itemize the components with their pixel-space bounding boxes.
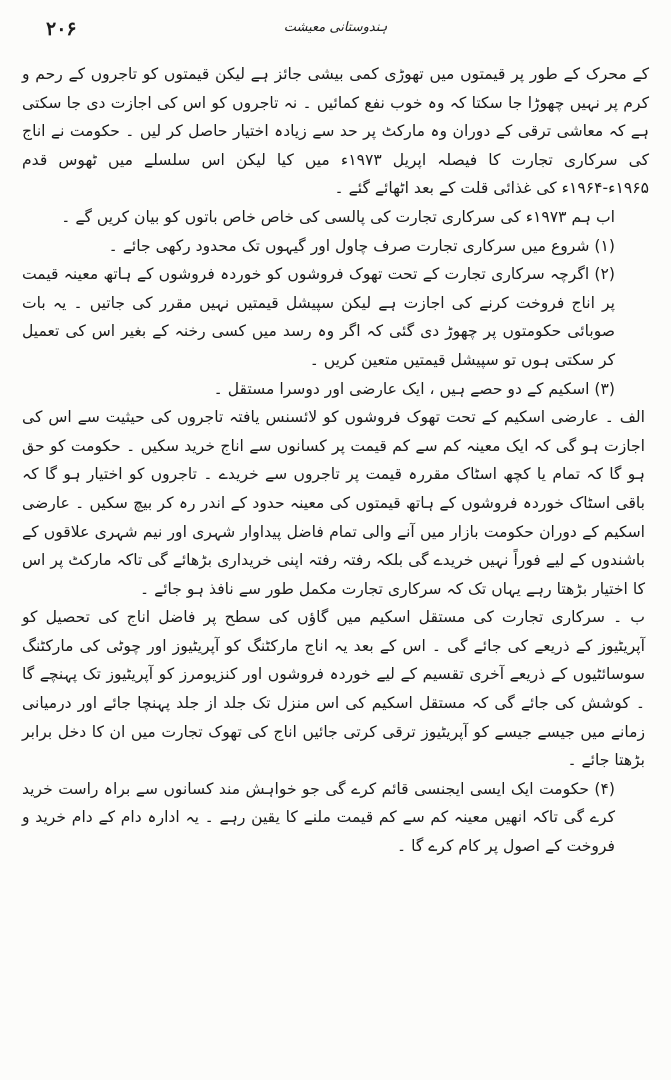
page-header [18, 14, 653, 44]
body-text [22, 60, 649, 861]
paragraph-point-2: (۲) اگرچہ سرکاری تجارت کے تحت تھوک فروشوں کو خوردہ فروشوں کے ہاتھ معینہ قیمت پر اناج فروخت کرنے کی اجازت ہے لیکن سپیشل قیمتیں نہیں مقرر کی جاتیں ۔ یہ بات صوبائی حکومتوں پر چھوڑ دی گئی کہ اگر وہ رسد میں کسی رخنہ کے بغیر اس کی تعمیل کر سکتی ہوں تو سپیشل قیمتیں متعین کریں ۔ [22, 265, 615, 369]
paragraph-intro: کے محرک کے طور پر قیمتوں میں تھوڑی کمی بیشی جائز ہے لیکن قیمتوں کو تاجروں کے رحم و کرم پر نہیں چھوڑا جا سکتا کہ وہ خوب نفع کمائیں ۔ نہ تاجروں کو اس کی اجازت دی جا سکتی ہے کہ معاشی ترقی کے دوران وہ مارکٹ پر حد سے زیادہ اختیار حاصل کر لیں ۔ حکومت نے اناج کی سرکاری تجارت کا فیصلہ اپریل ۱۹۷۳ء میں کیا لیکن اس سلسلے میں ٹھوس قدم ۱۹۶۵ء-۱۹۶۴ء کی غذائی قلت کے بعد اٹھائے گئے ۔ [22, 65, 649, 198]
page-number: ۲۰۶ [46, 18, 77, 40]
paragraph-point-4: (۴) حکومت ایک ایسی ایجنسی قائم کرے گی جو خواہش مند کسانوں سے براہ راست خرید کرے گی تاکہ انھیں معینہ کم سے کم قیمت ملنے کا یقین رہے ۔ یہ ادارہ دام کے دام خرید و فروخت کے اصول پر کام کرے گا ۔ [22, 779, 615, 856]
paragraph-policy-lead: اب ہم ۱۹۷۳ء کی سرکاری تجارت کی پالسی کی خاص خاص باتوں کو بیان کریں گے ۔ [61, 207, 615, 226]
running-title: ہندوستانی معیشت [283, 20, 388, 35]
paragraph-alif-temporary-scheme: الف ۔ عارضی اسکیم کے تحت تھوک فروشوں کو لائسنس یافتہ تاجروں کی حیثیت سے اس کی اجازت ہو گی کہ ایک معینہ کم سے کم قیمت پر کسانوں سے اناج خرید سکیں ۔ حکومت کو حق ہو گا کہ تمام یا کچھ اسٹاک مقررہ قیمت پر تاجروں سے خریدے ۔ تاجروں کو اختیار ہو گا کہ باقی اسٹاک خوردہ فروشوں کے ہاتھ قیمتوں کی معینہ حدود کے اندر رہ کر بیچ سکیں ۔ عارضی اسکیم کے دوران حکومت بازار میں آنے والی تمام فاضل پیداوار شہری اور نیم شہری علاقوں کے باشندوں کے لیے فوراً نہیں خریدے گی بلکہ رفتہ رفتہ اپنی خریداری بڑھائے گی تاکہ مارکٹ پر اس کا اختیار بڑھتا رہے یہاں تک کہ سرکاری تجارت مکمل طور سے نافذ ہو جائے ۔ [22, 408, 645, 598]
paragraph-point-3: (۳) اسکیم کے دو حصے ہیں ، ایک عارضی اور دوسرا مستقل ۔ [213, 379, 615, 398]
paragraph-point-1: (۱) شروع میں سرکاری تجارت صرف چاول اور گیہوں تک محدود رکھی جائے ۔ [108, 236, 615, 255]
paragraph-be-permanent-scheme: ب ۔ سرکاری تجارت کی مستقل اسکیم میں گاؤں کی سطح پر فاضل اناج کی تحصیل کو آپریٹیوز کے ذریعے کی جائے گی ۔ اس کے بعد یہ اناج مارکٹنگ کو آپریٹیوز اور چوٹی کی مارکٹنگ سوسائٹیوں کے ذریعے آخری تقسیم کے لیے خوردہ فروشوں اور کنزیومرز کو آپریٹیوز تک پہنچے گا ۔ کوشش کی جائے گی کہ مستقل اسکیم کی اس منزل تک جلد از جلد پہنچا جائے اور درمیانی زمانے میں جیسے جیسے کو آپریٹیوز ترقی کرتی جائیں اناج کی تھوک تجارت میں ان کا دخل برابر بڑھتا جائے ۔ [22, 608, 645, 770]
